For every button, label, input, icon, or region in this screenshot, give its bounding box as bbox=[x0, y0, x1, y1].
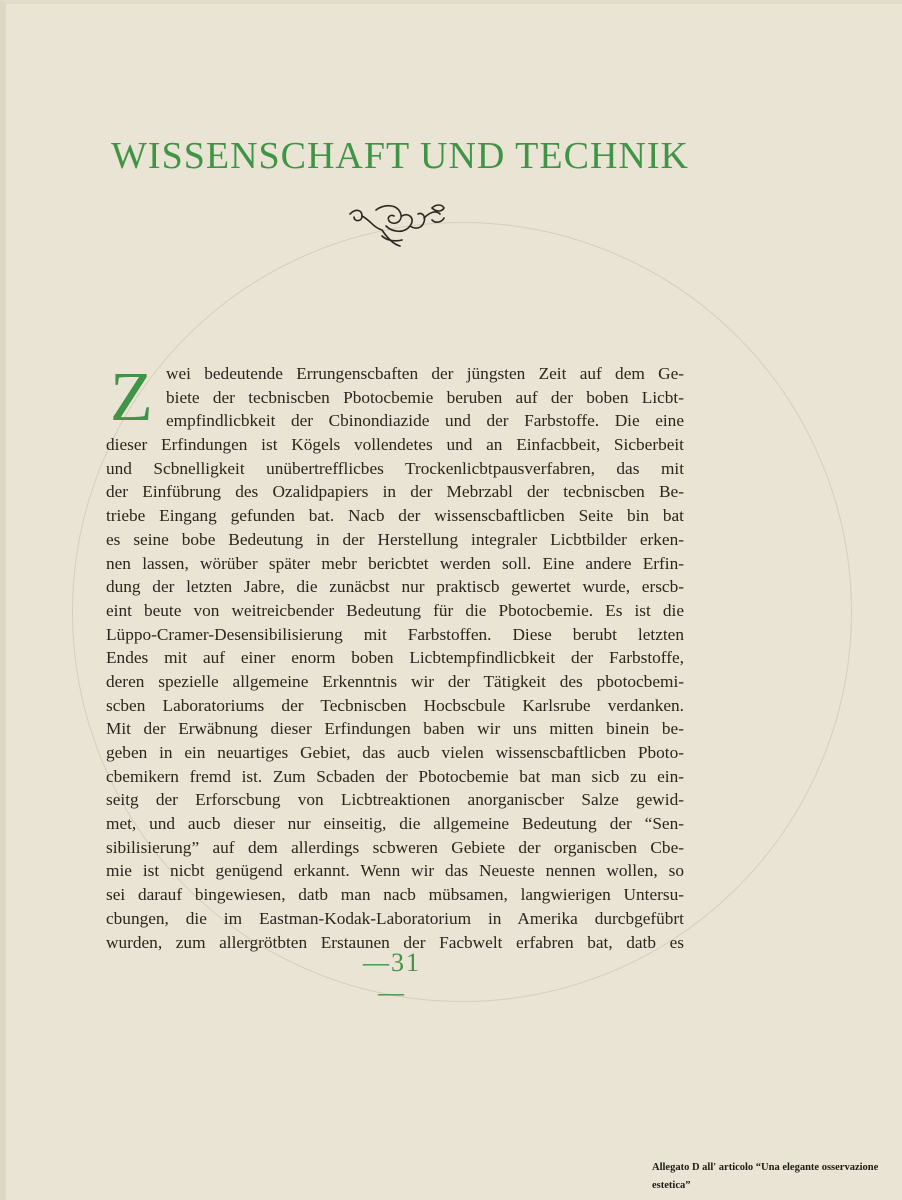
body-line: wei bedeutende Errungenscbaften der jüngsten Zeit auf dem Ge- bbox=[166, 364, 684, 383]
body-line: geben in ein neuartiges Gebiet, das aucb vielen wissenscbaftlicben Pboto- bbox=[106, 743, 684, 762]
body-line: Endes mit auf einer enorm boben Licbtempfindlicbkeit der Farbstoffe, bbox=[106, 648, 684, 668]
body-line: cbemikern fremd ist. Zum Scbaden der Pbotocbemie bat man sicb zu ein- bbox=[106, 766, 684, 786]
page-number: —31— bbox=[363, 948, 421, 1007]
floral-vignette-icon bbox=[346, 200, 448, 250]
body-line: dung der letzten Jabre, die zunäcbst nur praktiscb gewertet wurde, erscb- bbox=[106, 577, 684, 597]
body-line: scben Laboratoriums der Tecbniscben Hocbscbule Karlsrube verdanken. bbox=[106, 695, 684, 715]
page-title: WISSENSCHAFT UND TECHNIK bbox=[111, 135, 689, 177]
body-line: triebe Eingang gefunden bat. Nacb der wissenscbaftlicben Seite bin bat bbox=[106, 506, 684, 526]
body-line: sei darauf bingewiesen, datb man nacb mübsamen, langwierigen Untersu- bbox=[106, 885, 684, 905]
body-line: wurden, zum allergrötbten Erstaunen der Facbwelt erfabren bat, datb es bbox=[106, 932, 684, 952]
body-line: Mit der Erwäbnung dieser Erfindungen baben wir uns mitten binein be- bbox=[106, 719, 684, 739]
body-line: es seine bobe Bedeutung in der Herstellung integraler Licbtbilder erken- bbox=[106, 529, 684, 549]
body-line: dieser Erfindungen ist Kögels vollendetes und an Einfacbbeit, Sicberbeit bbox=[106, 435, 684, 455]
body-line: empfindlicbkeit der Cbinondiazide und der Farbstoffe. Die eine bbox=[166, 411, 684, 431]
drop-cap-letter: Z bbox=[110, 364, 153, 426]
body-line: met, und aucb dieser nur einseitig, die allgemeine Bedeutung der “Sen- bbox=[106, 814, 684, 834]
caption: Allegato D all' articolo “Una elegante osservazione estetica” bbox=[652, 1162, 879, 1191]
body-line: deren spezielle allgemeine Erkenntnis wir der Tätigkeit des pbotocbemi- bbox=[106, 671, 684, 691]
body-text bbox=[106, 362, 684, 954]
body-line: Lüppo-Cramer-Desensibilisierung mit Farbstoffen. Diese berubt letzten bbox=[106, 624, 684, 644]
body-line: seitg der Erforscbung von Licbtreaktionen anorganiscber Salze gewid- bbox=[106, 790, 684, 810]
body-line: eint beute von weitreicbender Bedeutung für die Pbotocbemie. Es ist die bbox=[106, 600, 684, 620]
body-line: und Scbnelligkeit unübertrefflicbes Trockenlicbtpausverfabren, das mit bbox=[106, 458, 684, 478]
body-line: mie ist nicbt genügend erkannt. Wenn wir das Neueste nennen wollen, so bbox=[106, 861, 684, 881]
body-line: cbungen, die im Eastman-Kodak-Laboratorium in Amerika durcbgefübrt bbox=[106, 908, 684, 928]
body-line: biete der tecbniscben Pbotocbemie beruben auf der boben Licbt- bbox=[166, 387, 684, 407]
body-line: der Einfübrung des Ozalidpapiers in der Mebrzabl der tecbniscben Be- bbox=[106, 482, 684, 502]
body-line: nen lassen, wörüber später mebr bericbtet werden soll. Eine andere Erfin- bbox=[106, 553, 684, 573]
body-line: sibilisierung” auf dem allerdings scbweren Gebiete der organiscben Cbe- bbox=[106, 837, 684, 857]
